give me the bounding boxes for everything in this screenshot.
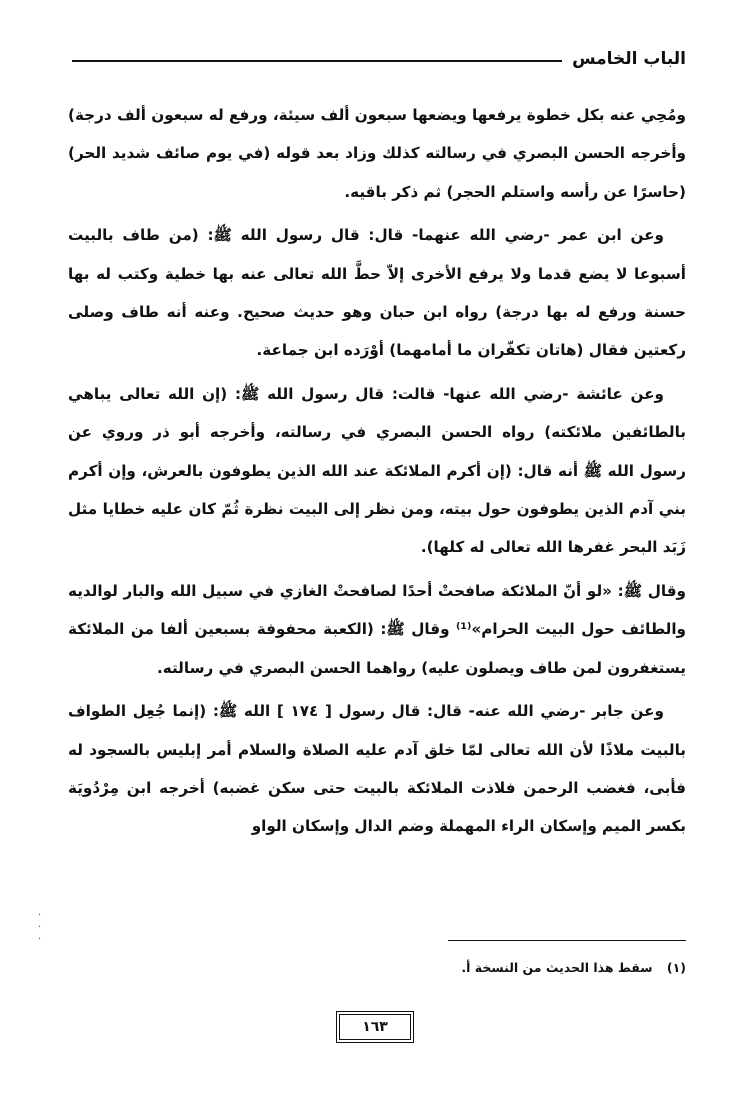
footnote-text: سقط هذا الحديث من النسخة أ. [461, 960, 653, 975]
paragraph: ومُحِي عنه بكل خطوة يرفعها ويضعها سبعون ألف سيئة، ورفع له سبعون ألف درجة) وأخرجه الحسن البصري في رسالته كذلك وزاد بعد قوله (في يوم صائف شديد الحر) (حاسرًا عن رأسه واستلم الحجر) ثم ذكر باقيه. [68, 106, 686, 201]
paragraph: وعن عائشة -رضي الله عنها- قالت: قال رسول الله ﷺ: (إن الله تعالى يباهي بالطائفين ملائكته) رواه الحسن البصري في رسالته، وأخرجه أبو ذر وروي عن رسول الله ﷺ أنه قال: (إن أكرم الملائكة عند الله الذين يطوفون بالعرش، وإن أكرم بني آدم الذين يطوفون حول بيته، ومن نظر إلى البيت نظرة ثُمّ كان عليه خطايا مثل زَبَد البحر غفرها الله تعالى له كلها). [68, 384, 686, 557]
paragraph: وعن جابر -رضي الله عنه- قال: قال رسول [ ١٧٤ ] الله ﷺ: (إنما جُعِل الطواف بالبيت ملاذًا لأن الله تعالى لمّا خلق آدم عليه الصلاة والسلام أمر إبليس بالسجود له فأبى، فغضب الرحمن فلاذت الملائكة بالبيت حتى سكن غضبه) أخرجه ابن مِرْدُويَة بكسر الميم وإسكان الراء المهملة وضم الدال وإسكان الواو [68, 702, 686, 836]
footnote-number: (١) [666, 960, 686, 975]
chapter-title: الباب الخامس [572, 49, 686, 69]
paragraph: وعن ابن عمر -رضي الله عنهما- قال: قال رسول الله ﷺ: (من طاف بالبيت أسبوعا لا يضع قدما ولا يرفع الأخرى إلاّ حطَّ الله تعالى عنه بها خطية وكتب له بها حسنة ورفع له بها درجة) رواه ابن حبان وهو حديث صحيح. وعنه أنه طاف وصلى ركعتين فقال (هاتان تكفّران ما أمامهما) أوْرَده ابن جماعة. [68, 226, 686, 360]
footnote-rule [448, 940, 686, 941]
running-header [72, 44, 686, 74]
margin-marks: · · · [38, 910, 42, 945]
page-number: ١٦٣ [339, 1014, 411, 1040]
footnote [68, 958, 686, 978]
header-rule [72, 60, 562, 62]
main-text [68, 96, 686, 851]
paragraph: وقال ﷺ: «لو أنّ الملائكة صافحتْ أحدًا لصافحتْ الغازي في سبيل الله والبار لوالديه والطائف حول البيت الحرام»⁽¹⁾ وقال ﷺ: (الكعبة محفوفة بسبعين ألفا من الملائكة يستغفرون لمن طاف ويصلون عليه) رواهما الحسن البصري في رسالته. [68, 581, 686, 677]
